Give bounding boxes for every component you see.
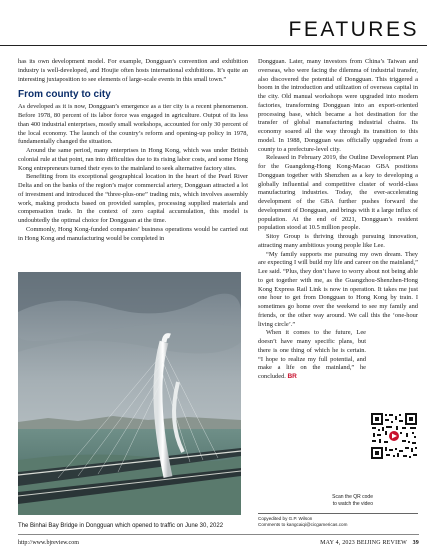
left-paragraph-1: has its own development model. For example, Dongguan’s convention and exhibition industry is well-developed, and Houjie often hosts international exhibitions. It’s quite an interesting juxtaposition to see elements of large-scale events in this small town.” — [18, 58, 248, 83]
closing-text: When it comes to the future, Lee doesn’t have many specific plans, but there is one thing of which he is certain. “I hope to realize my full potential, and make a life on the mainland,” he concluded. — [258, 329, 366, 380]
qr-caption-line-2: to watch the video — [332, 500, 373, 507]
bridge-photo — [18, 272, 241, 515]
qr-caption — [310, 494, 373, 507]
section-title: FEATURES — [288, 18, 419, 41]
left-paragraph-4: Benefiting from its exceptional geographical location in the heart of the Pearl River Delta and on the banks of the region’s major commercial artery, Dongguan attracted a lot of investment and introduced the “three-plus-one” trading mix, which involves assembly work, making products based on provided samples, processing supplied materials and compensation trade. In the context of zero capital accumulation, this model is undoubtedly the optimal choice for Dongguan at the time. — [18, 173, 248, 224]
end-mark: BR — [287, 373, 297, 380]
footer-issue — [320, 540, 419, 546]
section-rule — [0, 45, 427, 46]
left-paragraph-3: Around the same period, many enterprises in Hong Kong, which was under British colonial rule at that point, ran into difficulties due to its rising labor costs, and some Hong Kong entrepreneurs turned their eyes to the mainland to seek alternative factory sites. — [18, 147, 248, 172]
copyeditor-credit: Copyedited by G.P. Wilson — [258, 516, 313, 521]
left-column — [18, 58, 248, 243]
right-paragraph-2: Released in February 2019, the Outline Development Plan for the Guangdong-Hong Kong-Macao GBA positions Dongguan together with Shenzhen as a key to developing a globally influential and competitive cluster of world-class manufacturing industries. Today, the ever-accelerating development of the GBA further pushes forward the development of Dongguan, and brings with it a large influx of population. At the end of 2021, Dongguan’s resident population stood at 10.5 million people. — [258, 154, 418, 232]
left-paragraph-5: Commonly, Hong Kong-funded companies’ business operations would be carried out in Hong Kong and manufacturing would be completed in — [18, 225, 248, 242]
subheading: From county to city — [18, 89, 111, 101]
right-column — [258, 58, 418, 382]
footer-url[interactable]: http://www.bjreview.com — [18, 540, 79, 546]
right-paragraph-4: “My family supports me pursuing my own dream. They are expecting I will build my life and career on the mainland,” Lee said. “Plus, they don’t have to worry about not being able to get together with me, as the Guangzhou-Shenzhen-Hong Kong Express Rail Link is now in operation. It takes me just one hour to get from Dongguan to Hong Kong by train. I sometimes go home over the weekend to see my family and friends, or the other way around. We call this the ‘one-hour living circle’.” — [258, 250, 418, 328]
credits — [258, 516, 347, 528]
section-header — [0, 0, 427, 52]
comments-contact[interactable]: Comments to kangcaiqi@cicgamericas.com — [258, 522, 348, 528]
credits-divider — [258, 513, 418, 514]
left-paragraph-2: As developed as it is now, Dongguan’s emergence as a tier city is a recent phenomenon. Before 1978, 80 percent of its labor force was engaged in agriculture. Output of its less than 400 industrial enterprises, mostly small workshops, accounted for only 30 percent of the local economy. The launch of the country’s reform and opening-up policy in 1978, fundamentally changed the situation. — [18, 103, 248, 146]
qr-code[interactable] — [370, 412, 418, 460]
right-paragraph-3: Sitoy Group is thriving through pursuing innovation, attracting many ambitious young people like Lee. — [258, 233, 418, 249]
qr-caption-line-1: Scan the QR code — [332, 494, 373, 500]
footer-rule — [18, 534, 419, 535]
page-number: 39 — [412, 540, 419, 546]
right-paragraph-5 — [258, 329, 366, 382]
photo-caption: The Binhai Bay Bridge in Dongguan which opened to traffic on June 30, 2022 — [18, 523, 224, 529]
issue-label: MAY 4, 2023 BEIJING REVIEW — [320, 540, 407, 546]
right-paragraph-1: Dongguan. Later, many investors from China’s Taiwan and overseas, who were facing the dilemma of industrial transfer, also discovered the potential of Dongguan. This triggered a boom in the introduction and utilization of overseas capital in the city. Old manual workshops were upgraded into modern factories, transforming Dongguan into an export-oriented processing base, which became a hot destination for the transfer of global manufacturing industrial chains. Its economy soared all the way through its transition to this model. In 1988, Dongguan was officially upgraded from a county to a prefecture-level city. — [258, 58, 418, 153]
